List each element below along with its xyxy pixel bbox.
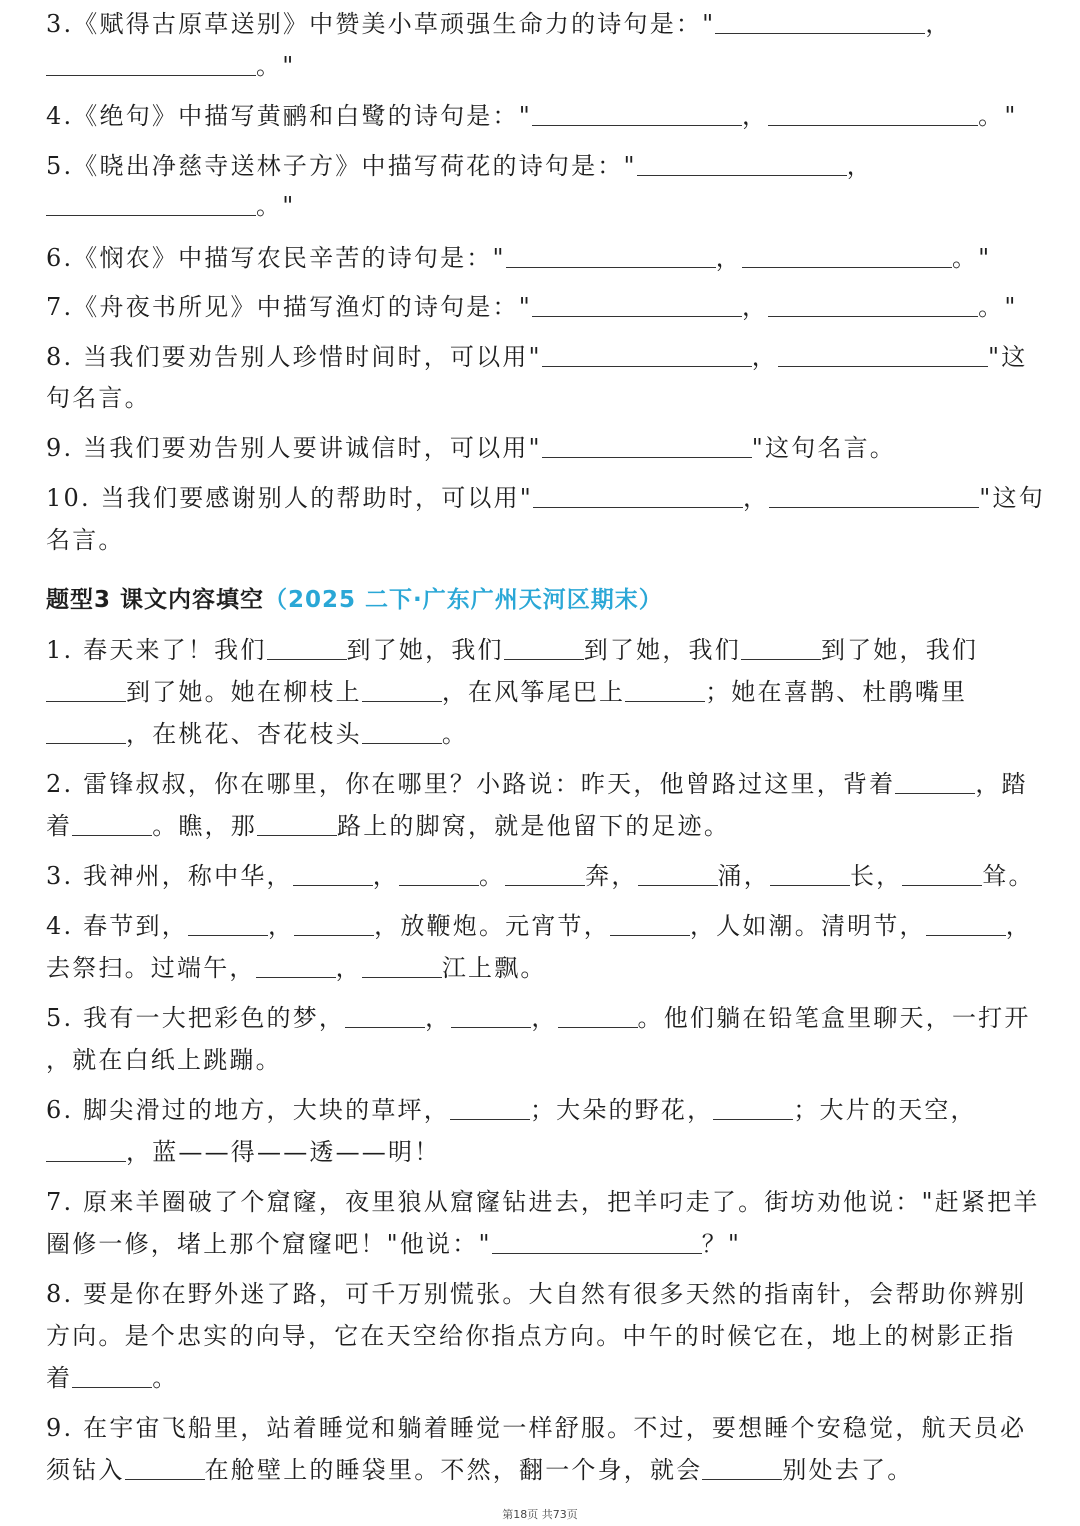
answer-blank[interactable] <box>637 151 847 176</box>
question-2-9: 9. 当我们要劝告别人要讲诚信时，可以用" "这句名言。 <box>46 434 897 462</box>
answer-blank[interactable] <box>46 677 126 702</box>
question-3-4: 4. 春节到， ， ，放鞭炮。元宵节， ，人如潮。清明节， ， <box>46 912 1032 940</box>
question-2-3: 3.《赋得古原草送别》中赞美小草顽强生命力的诗句是：" ， <box>46 10 952 38</box>
answer-blank[interactable] <box>506 243 716 268</box>
section-heading <box>46 580 663 620</box>
answer-blank[interactable] <box>533 483 743 508</box>
answer-blank[interactable] <box>768 101 978 126</box>
answer-blank[interactable] <box>715 9 925 34</box>
answer-blank[interactable] <box>895 769 975 794</box>
question-2-5: 5.《晓出净慈寺送林子方》中描写荷花的诗句是：" ， <box>46 152 873 180</box>
question-3-8: 8. 要是你在野外迷了路，可千万别慌张。大自然有很多天然的指南针，会帮助你辨别 <box>46 1280 1027 1308</box>
answer-blank[interactable] <box>492 1229 702 1254</box>
answer-blank[interactable] <box>778 342 988 367</box>
answer-blank[interactable] <box>46 1137 126 1162</box>
question-2-7: 7.《舟夜书所见》中描写渔灯的诗句是：" ， 。" <box>46 293 1018 321</box>
answer-blank[interactable] <box>505 861 585 886</box>
answer-blank[interactable] <box>532 101 742 126</box>
question-2-6: 6.《悯农》中描写农民辛苦的诗句是：" ， 。" <box>46 244 992 272</box>
answer-blank[interactable] <box>713 1095 793 1120</box>
answer-blank[interactable] <box>610 911 690 936</box>
question-2-10-cont: 名言。 <box>46 526 125 554</box>
answer-blank[interactable] <box>926 911 1006 936</box>
question-3-5-line2: ，就在白纸上跳蹦。 <box>46 1046 282 1074</box>
question-3-2-line2: 着 。瞧，那 路上的脚窝，就是他留下的足迹。 <box>46 812 731 840</box>
page-number: 第18页 共73页 <box>502 1508 578 1521</box>
question-3-5: 5. 我有一大把彩色的梦， ， ， 。他们躺在铅笔盒里聊天，一打开 <box>46 1004 1031 1032</box>
answer-blank[interactable] <box>741 635 821 660</box>
question-3-1-line2: 到了她。她在柳枝上 ，在风筝尾巴上 ；她在喜鹊、杜鹃嘴里 <box>46 672 967 712</box>
answer-blank[interactable] <box>257 811 337 836</box>
question-3-2: 2. 雷锋叔叔，你在哪里，你在哪里？小路说：昨天，他曾路过这里，背着 ，踏 <box>46 770 1028 798</box>
question-3-9: 9. 在宇宙飞船里，站着睡觉和躺着睡觉一样舒服。不过，要想睡个安稳觉，航天员必 <box>46 1414 1027 1442</box>
answer-blank[interactable] <box>768 292 978 317</box>
question-3-4-line2: 去祭扫。过端午， ， 江上飘。 <box>46 954 547 982</box>
question-2-4: 4.《绝句》中描写黄鹂和白鹭的诗句是：" ， 。" <box>46 102 1018 130</box>
question-3-9-line2: 须钻入 在舱壁上的睡袋里。不然，翻一个身，就会 别处去了。 <box>46 1456 914 1484</box>
question-3-6: 6. 脚尖滑过的地方，大块的草坪， ；大朵的野花， ；大片的天空， <box>46 1096 977 1124</box>
question-2-8-cont: 句名言。 <box>46 384 151 412</box>
question-3-3: 3. 我神州，称中华， ， 。 奔， 涌， 长， 耸。 <box>46 862 1035 890</box>
answer-blank[interactable] <box>125 1455 205 1480</box>
answer-blank[interactable] <box>46 51 256 76</box>
answer-blank[interactable] <box>72 811 152 836</box>
answer-blank[interactable] <box>46 191 256 216</box>
question-3-6-line2: ，蓝——得——透——明！ <box>46 1132 440 1172</box>
answer-blank[interactable] <box>451 1003 531 1028</box>
answer-blank[interactable] <box>362 953 442 978</box>
answer-blank[interactable] <box>558 1003 638 1028</box>
question-3-7-line2: 圈修一修，堵上那个窟窿吧！"他说：" ？" <box>46 1230 742 1258</box>
answer-blank[interactable] <box>625 677 705 702</box>
answer-blank[interactable] <box>294 911 374 936</box>
section-title: 题型3 课文内容填空 <box>46 587 265 613</box>
answer-blank[interactable] <box>46 719 126 744</box>
question-2-10: 10. 当我们要感谢别人的帮助时，可以用" ， "这句 <box>46 484 1045 512</box>
question-3-8-line2: 方向。是个忠实的向导，它在天空给你指点方向。中午的时候它在，地上的树影正指 <box>46 1322 1016 1350</box>
answer-blank[interactable] <box>267 635 347 660</box>
answer-blank[interactable] <box>542 342 752 367</box>
answer-blank[interactable] <box>638 861 718 886</box>
question-3-7: 7. 原来羊圈破了个窟窿，夜里狼从窟窿钻进去，把羊叼走了。街坊劝他说："赶紧把羊 <box>46 1188 1040 1216</box>
answer-blank[interactable] <box>72 1363 152 1388</box>
question-3-1: 1. 春天来了！我们 到了她，我们 到了她，我们 到了她，我们 <box>46 636 979 664</box>
question-3-1-line3: ，在桃花、杏花枝头 。 <box>46 714 468 754</box>
answer-blank[interactable] <box>345 1003 425 1028</box>
answer-blank[interactable] <box>399 861 479 886</box>
answer-blank[interactable] <box>702 1455 782 1480</box>
section-source: （2025 二下·广东广州天河区期末） <box>264 587 663 613</box>
answer-blank[interactable] <box>293 861 373 886</box>
question-2-5-cont: 。" <box>46 186 295 226</box>
answer-blank[interactable] <box>256 953 336 978</box>
answer-blank[interactable] <box>770 861 850 886</box>
answer-blank[interactable] <box>362 677 442 702</box>
answer-blank[interactable] <box>902 861 982 886</box>
answer-blank[interactable] <box>188 911 268 936</box>
answer-blank[interactable] <box>362 719 442 744</box>
answer-blank[interactable] <box>450 1095 530 1120</box>
answer-blank[interactable] <box>742 243 952 268</box>
question-2-3-cont: 。" <box>46 46 295 86</box>
answer-blank[interactable] <box>504 635 584 660</box>
question-3-8-line3: 着 。 <box>46 1364 179 1392</box>
answer-blank[interactable] <box>769 483 979 508</box>
answer-blank[interactable] <box>532 292 742 317</box>
question-2-8: 8. 当我们要劝告别人珍惜时间时，可以用" ， "这 <box>46 343 1028 371</box>
answer-blank[interactable] <box>542 433 752 458</box>
